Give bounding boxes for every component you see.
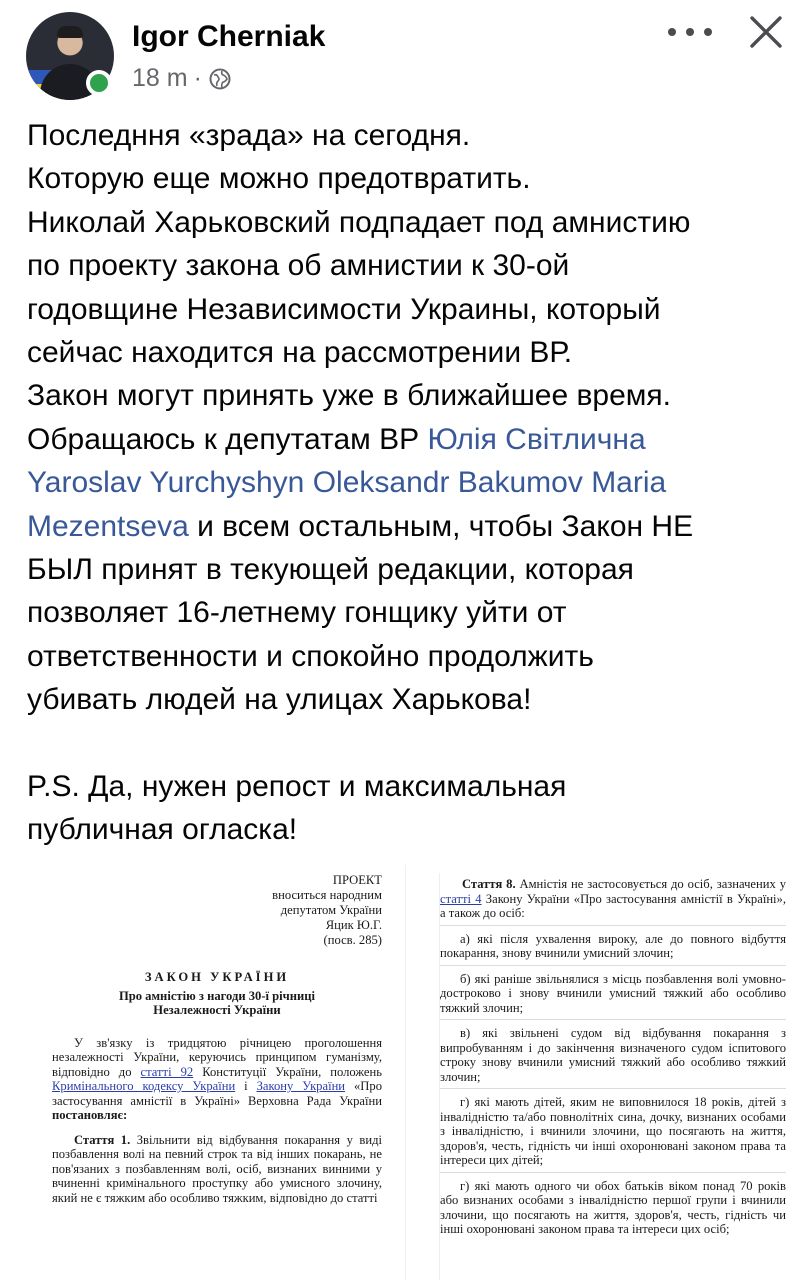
doc-article-1 — [52, 1133, 382, 1206]
doc-item: г) які мають дітей, яким не виповнилося 18 років, дітей з інвалідністю та/або повнолітніх сина, дочку, визнаних особами з інвалідністю, і вчинили злочини, що посягають на життя, здоров'я, честь, гідність чи інші охоронювані законом права та інтереси цих дітей; — [440, 1095, 786, 1167]
mention-link[interactable]: Юлія Світлична — [427, 422, 646, 456]
post-line: годовщине Независимости Украины, который — [27, 292, 661, 326]
more-dot — [686, 28, 694, 36]
doc-item: а) які після ухвалення вироку, але до повного відбуття покарання, знову вчинили умисний злочин; — [440, 931, 786, 960]
doc-item: б) які раніше звільнялися з місць позбавлення волі умовно-достроково і знову вчинили умисний тяжкий або особливо тяжкий злочин; — [440, 971, 786, 1015]
doc-preamble — [52, 1036, 382, 1123]
document-header — [52, 873, 382, 948]
post-line: Закон могут принять уже в ближайшее время. — [27, 379, 671, 413]
post-text — [27, 114, 797, 852]
post-line: P.S. Да, нужен репост и максимальная — [27, 770, 567, 804]
post-header — [0, 0, 809, 110]
mention-link[interactable]: Oleksandr Bakumov — [312, 466, 583, 500]
globe-icon[interactable] — [208, 67, 232, 91]
doc-link: статті 4 — [440, 891, 482, 906]
doc-item: в) які звільнені судом від відбування покарання з випробуванням і до закінчення визначеного судом іспитового строку знову вчинили умисний тяжкий або особливо тяжкий злочин; — [440, 1026, 786, 1084]
close-icon[interactable] — [748, 14, 784, 50]
post-line: Николай Харьковский подпадает под амнистию — [27, 205, 691, 239]
post-line-text: и всем остальным, чтобы Закон НЕ — [188, 509, 694, 543]
online-status-dot — [86, 70, 112, 96]
post-line: сейчас находится на рассмотрении ВР. — [27, 336, 573, 370]
mention-link[interactable]: Maria — [591, 466, 667, 500]
doc-link: Закону України — [256, 1079, 346, 1093]
post-line: по проекту закона об амнистии к 30-ой — [27, 249, 570, 283]
post-time[interactable]: 18 m — [132, 64, 188, 92]
doc-link: статті 92 — [140, 1064, 194, 1079]
post-line — [27, 505, 797, 548]
doc-text: і — [235, 1079, 257, 1093]
post-line — [27, 461, 797, 504]
post-line: позволяет 16-летнему гонщику уйти от — [27, 596, 567, 630]
post-line-text: Обращаюсь к депутатам ВР — [27, 422, 428, 456]
doc-separator — [440, 925, 786, 926]
post-line — [27, 418, 797, 461]
doc-submitted: вноситься народним — [272, 888, 382, 902]
doc-article-label: Стаття 1. — [74, 1132, 131, 1147]
doc-separator — [440, 1019, 786, 1020]
doc-link: Кримінального кодексу України — [52, 1079, 236, 1093]
doc-item: г) які мають одного чи обох батьків віком понад 70 років або визнаних особами з інвалідністю першої групи і вчинили злочини, що посягають на життя, здоров'я, честь, гідність чи інші охоронювані законом права та інтереси цих осіб; — [440, 1178, 786, 1236]
doc-article-label: Стаття 8. — [462, 877, 516, 891]
doc-subtitle-line: Незалежності України — [153, 1003, 281, 1017]
post-line: убивать людей на улицах Харькова! — [27, 683, 532, 717]
more-icon[interactable] — [668, 18, 712, 46]
doc-text: У зв'язку із тридцятою річницею проголошення незалежності України, керуючись принципом гуманізму, відповідно до — [52, 1035, 382, 1079]
page-divider — [405, 865, 406, 1280]
doc-text: Закону України «Про застосування амністії в Україні», а також до осіб: — [440, 891, 786, 920]
more-dot — [704, 28, 712, 36]
doc-title: ЗАКОН УКРАЇНИ — [144, 970, 290, 984]
meta-separator: · — [193, 64, 202, 92]
doc-subtitle — [52, 989, 382, 1018]
doc-deputy: депутатом України — [280, 903, 382, 917]
author-name[interactable]: Igor Cherniak — [132, 20, 326, 53]
doc-separator — [440, 1088, 786, 1089]
doc-article-8 — [440, 877, 786, 921]
document-page-right — [440, 873, 786, 1280]
avatar-hair — [57, 26, 83, 38]
mention-link[interactable]: Mezentseva — [27, 509, 189, 543]
doc-bold: постановляє: — [52, 1108, 128, 1122]
blank-line — [27, 722, 797, 765]
post-line: БЫЛ принят в текующей редакции, которая — [27, 553, 634, 587]
post-meta — [132, 64, 232, 93]
post-line: Которую еще можно предотвратить. — [27, 162, 531, 196]
doc-cert: (посв. 285) — [323, 933, 382, 947]
post-line: Последння «зрада» на сегодня. — [27, 119, 471, 152]
doc-subtitle-line: Про амністію з нагоди 30-ї річниці — [118, 988, 316, 1003]
doc-text: Амністія не застосовується до осіб, зазначених у — [515, 877, 786, 891]
doc-author-name: Яцик Ю.Г. — [325, 918, 382, 932]
doc-proekt: ПРОЕКТ — [332, 873, 382, 887]
document-page-left — [52, 873, 382, 1280]
mention-link[interactable]: Yaroslav Yurchyshyn — [27, 466, 305, 500]
doc-text: «Про застосування амністії в Україні» Верховна Рада України — [52, 1079, 382, 1108]
post-line: публичная огласка! — [27, 813, 298, 847]
doc-separator — [440, 965, 786, 966]
doc-text: Конституції України, положень — [193, 1064, 382, 1079]
more-dot — [668, 28, 676, 36]
attached-document-image[interactable] — [0, 865, 809, 1280]
post-line: ответственности и спокойно продолжить — [27, 639, 594, 673]
doc-separator — [440, 1172, 786, 1173]
doc-text: Звільнити від відбування покарання у виді позбавлення волі на певний строк та від інших покарань, не пов'язаних з позбавленням волі, осіб, визнаних винними у вчиненні кримінального проступку або умисного злочину, який не є тяжким або особливо тяжким, відповідно до статті — [52, 1132, 382, 1205]
